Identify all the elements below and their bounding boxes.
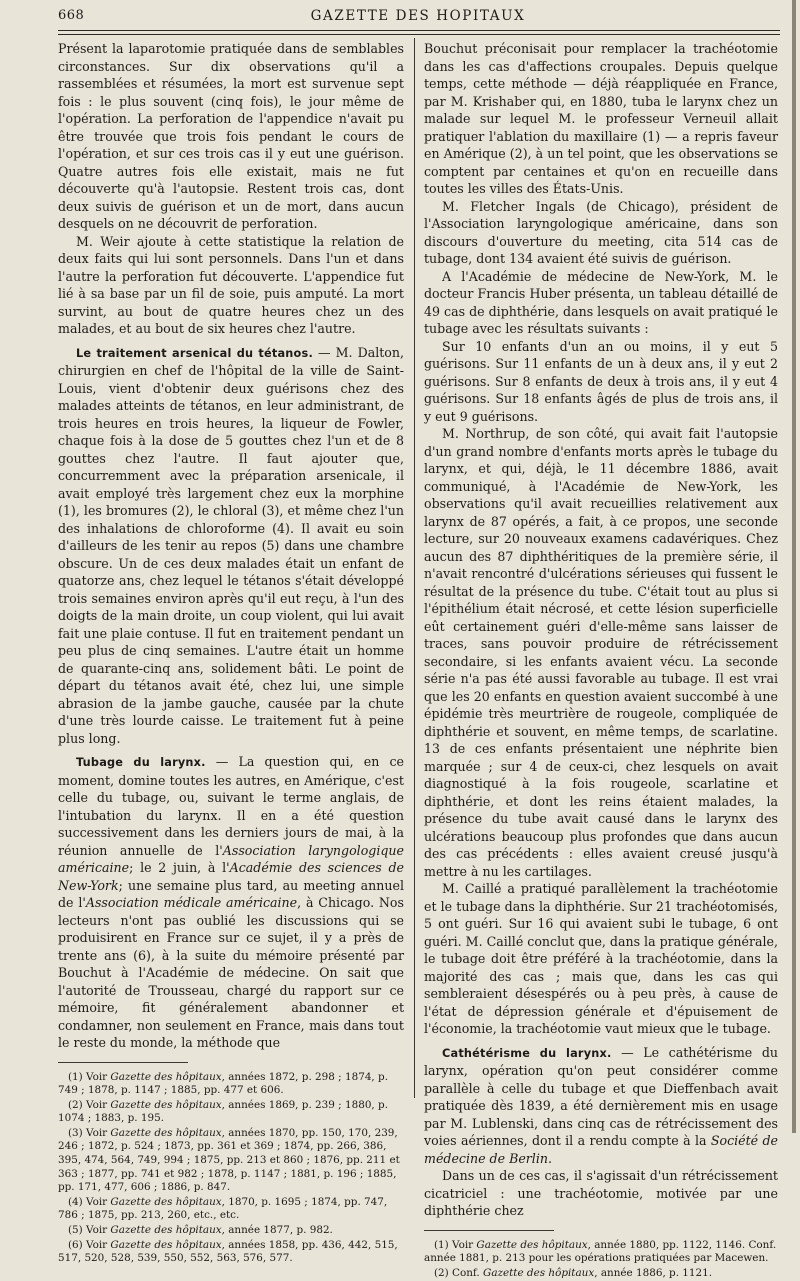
paragraph-text: ; une semaine plus tard, au meeting annuel de l' bbox=[58, 877, 404, 910]
footnote-prefix: (6) Voir bbox=[68, 1238, 111, 1251]
footnote-source: Gazette des hôpitaux bbox=[110, 1098, 222, 1111]
footnote-prefix: (2) Conf. bbox=[434, 1266, 484, 1279]
left-column bbox=[58, 40, 404, 1267]
paragraph: M. Fletcher Ingals (de Chicago), président de l'Association laryngologique américaine, dans son discours d'ouverture du meeting, cita 514 cas de tubage, dont 134 avaient été suivis de guérison. bbox=[424, 198, 778, 266]
page-edge-shadow bbox=[792, 0, 796, 1133]
footnotes-right bbox=[424, 1239, 778, 1281]
paragraph-text: — Le cathétérisme du larynx, opération qu'on peut considérer comme parallèle à celle du tubage et que Dieffenbach avait pratiquée dès 1839, a été dernièrement mis en usage par M. Lublenski, dans cinq cas de rétrécissement des voies aériennes, dont il a rendu compte à la bbox=[424, 1044, 778, 1148]
footnote-source: Gazette des hôpitaux bbox=[476, 1238, 588, 1251]
footnote-text: , années 1872, p. 298 ; 1874, p. 749 ; 1878, p. 1147 ; 1885, pp. 477 et 606. bbox=[58, 1070, 388, 1097]
paragraph-text: . bbox=[547, 1150, 552, 1166]
section-paragraph-tetanos bbox=[58, 344, 404, 748]
footnote-source: Gazette des hôpitaux bbox=[110, 1195, 222, 1208]
footnote-text: , 1870, p. 1695 ; 1874, pp. 747, 786 ; 1875, pp. 213, 260, etc., etc. bbox=[58, 1195, 388, 1222]
footnote-prefix: (3) Voir bbox=[68, 1126, 111, 1139]
paragraph-text: ; le 2 juin, à l' bbox=[129, 860, 230, 875]
footnote bbox=[424, 1267, 778, 1281]
paragraph: Dans un de ces cas, il s'agissait d'un rétrécissement cicatriciel : une trachéotomie, motivée par une diphthérie chez bbox=[424, 1168, 778, 1218]
footnote-source: Gazette des hôpitaux bbox=[110, 1126, 222, 1139]
journal-title: GAZETTE DES HOPITAUX bbox=[310, 8, 526, 24]
footnote-source: Gazette des hôpitaux bbox=[110, 1238, 222, 1251]
footnote-text: , années 1858, pp. 436, 442, 515, 517, 520, 528, 539, 550, 552, 563, 576, 577. bbox=[58, 1238, 398, 1265]
footnote-prefix: (1) Voir bbox=[68, 1070, 111, 1083]
footnote-prefix: (5) Voir bbox=[68, 1224, 111, 1237]
footnote bbox=[58, 1239, 404, 1266]
footnote-text: , année 1877, p. 982. bbox=[221, 1224, 333, 1237]
footnote bbox=[58, 1196, 404, 1223]
footnote bbox=[424, 1239, 778, 1266]
paragraph: Présent la laparotomie pratiquée dans de semblables circonstances. Sur dix observations qu'il a rassemblées et résumées, la mort est survenue sept fois : le plus souvent (cinq fois), le jour même de l'opération. La perforation de l'appendice n'avait pu être trouvée que trois fois pendant le cours de l'opération, et sur ces trois cas il y eut une guérison. Quatre autres fois elle existait, mais ne fut découverte qu'à l'autopsie. Restent trois cas, dont deux suivis de guérison et un de mort, dans aucun desquels on ne découvrit de perforation. bbox=[58, 41, 404, 231]
footnote-text: , année 1880, pp. 1122, 1146. Conf. année 1881, p. 213 pour les opérations pratiquées par Macewen. bbox=[424, 1238, 777, 1265]
footnotes-left bbox=[58, 1071, 404, 1266]
footnote bbox=[58, 1127, 404, 1195]
footnote-source: Gazette des hôpitaux bbox=[110, 1070, 222, 1083]
footnote bbox=[58, 1224, 404, 1238]
italic-ref: Association laryngologique américaine bbox=[58, 842, 405, 875]
paragraph: A l'Académie de médecine de New-York, M. le docteur Francis Huber présenta, un tableau détaillé de 49 cas de diphthérie, dans lesquels on avait pratiqué le tubage avec les résultats suivants : bbox=[424, 268, 778, 336]
right-column bbox=[424, 40, 778, 1281]
section-heading: Tubage du larynx. bbox=[76, 756, 206, 769]
paragraph-text: — La question qui, en ce moment, domine toutes les autres, en Amérique, c'est celle du tubage, ou, suivant le terme anglais, de l'intubation du larynx. Il en a été question successivement dans les derniers jours de mai, à la réunion annuelle de l' bbox=[58, 754, 404, 858]
italic-ref: Académie des sciences de New-York bbox=[58, 860, 404, 893]
paragraph: M. Weir ajoute à cette statistique la relation de deux faits qui lui sont personnels. Dans l'un et dans l'autre la perforation fut découverte. L'appendice fut lié à sa base par un fil de soie, puis amputé. La mort survint, au bout de quatre heures chez un des malades, et au bout de six heures chez l'autre. bbox=[58, 233, 404, 336]
footnote-prefix: (4) Voir bbox=[68, 1195, 111, 1208]
footnote bbox=[58, 1099, 404, 1126]
footnote-source: Gazette des hôpitaux bbox=[483, 1266, 595, 1279]
column-divider bbox=[414, 38, 415, 1098]
footnote-text: , années 1870, pp. 150, 170, 239, 246 ; 1872, p. 524 ; 1873, pp. 361 et 369 ; 1874, pp. 266, 386, 395, 474, 564, 749, 994 ; 1875, pp. 213 et 860 ; 1876, pp. 211 et 363 ; 1877, pp. 741 et 982 ; 1878, p. 1147 ; 1881, p. 196 ; 1885, pp. 171, 477, 606 ; 1886, p. 847. bbox=[58, 1126, 400, 1194]
paragraph: M. Caillé a pratiqué parallèlement la trachéotomie et le tubage dans la diphthérie. Sur 21 trachéotomisés, 5 ont guéri. Sur 16 qui avaient subi le tubage, 6 ont guéri. M. Caillé conclut que, dans la pratique générale, le tubage doit être préféré à la trachéotomie, dans la majorité des cas ; mais que, dans les cas qui sembleraient désespérés ou à peu près, à cause de l'état de dépression générale et d'épuisement de l'économie, la trachéotomie vaut mieux que le tubage. bbox=[424, 881, 778, 1036]
italic-ref: Société de médecine de Berlin bbox=[424, 1133, 778, 1166]
footnote-rule bbox=[424, 1230, 554, 1231]
paragraph: Bouchut préconisait pour remplacer la trachéotomie dans les cas d'affections croupales. Depuis quelque temps, cette méthode — déjà réappliquée en France, par M. Krishaber qui, en 1880, tuba le larynx chez un malade sur lequel M. le professeur Verneuil allait pratiquer l'ablation du maxillaire (1) — a repris faveur en Amérique (2), à un tel point, que les observations se comptent par centaines et qu'on en recueille dans toutes les villes des États-Unis. bbox=[424, 41, 778, 196]
page-header bbox=[58, 6, 778, 30]
footnote-prefix: (1) Voir bbox=[434, 1238, 477, 1251]
section-paragraph-catheterisme bbox=[424, 1044, 778, 1168]
section-paragraph-tubage bbox=[58, 753, 404, 1052]
italic-ref: Association médicale américaine bbox=[85, 895, 298, 910]
footnote-source: Gazette des hôpitaux bbox=[110, 1224, 222, 1237]
footnote bbox=[58, 1071, 404, 1098]
footnote-text: , années 1869, p. 239 ; 1880, p. 1074 ; 1883, p. 195. bbox=[58, 1098, 388, 1125]
footnote-prefix: (2) Voir bbox=[68, 1098, 111, 1111]
section-heading: Cathétérisme du larynx. bbox=[442, 1046, 612, 1060]
header-rule bbox=[58, 30, 780, 35]
paragraph: Sur 10 enfants d'un an ou moins, il y eut 5 guérisons. Sur 11 enfants de un à deux ans, il y eut 2 guérisons. Sur 8 enfants de deux à trois ans, il y eut 4 guérisons. Sur 18 enfants âgés de plus de trois ans, il y eut 9 guérisons. bbox=[424, 338, 778, 424]
paragraph: M. Northrup, de son côté, qui avait fait l'autopsie d'un grand nombre d'enfants morts après le tubage du larynx, et qui, déjà, le 11 décembre 1886, avait communiqué, à l'Académie de New-York, les observations qu'il avait recueillies relativement aux larynx de 87 opérés, a fait, à ce propos, une seconde lecture, sur 20 nouveaux examens cadavériques. Chez aucun des 87 diphthéritiques de la première série, il n'avait rencontré d'ulcérations sérieuses qui fussent le résultat de la présence du tube. C'était tout au plus si l'épithélium était nécrosé, et cette lésion superficielle eût certainement guéri d'elle-même sans laisser de traces, sans pouvoir produire de rétrécissement secondaire, si les enfants avaient vécu. La seconde série n'a pas été aussi favorable au tubage. Il est vrai que les 20 enfants en question avaient succombé à une épidémie très meurtrière de rougeole, compliquée de diphthérie et souvent, en même temps, de scarlatine. 13 de ces enfants présentaient une néphrite bien marquée ; sur 4 de ceux-ci, chez lesquels on avait diagnostiqué à la fois rougeole, scarlatine et diphthérie, et dont les reins étaient malades, la présence du tube avait causé dans le larynx des ulcérations beaucoup plus profondes que dans aucun des cas précédents : elles avaient creusé jusqu'à mettre à nu les cartilages. bbox=[424, 426, 778, 879]
footnote-rule bbox=[58, 1062, 188, 1063]
paragraph-text: — M. Dalton, chirurgien en chef de l'hôpital de la ville de Saint-Louis, vient d'obtenir deux guérisons chez des malades atteints de tétanos, en leur administrant, de trois heures en trois heures, la liqueur de Fowler, chaque fois à la dose de 5 gouttes chez l'un et de 8 gouttes chez l'autre. Il faut ajouter que, concurremment avec la préparation arsenicale, il avait employé très largement chez eux la morphine (1), les bromures (2), le chloral (3), et même chez l'un des inhalations de chloroforme (4). Il avait eu soin d'ailleurs de les tenir au repos (5) dans une chambre obscure. Un de ces deux malades était un enfant de quatorze ans, chez lequel le tétanos s'était développé trois semaines environ après qu'il eut reçu, à l'un des doigts de la main droite, un coup violent, qui lui avait fait une plaie contuse. Il fut en traitement pendant un peu plus de cinq semaines. L'autre était un homme de quarante-cinq ans, solidement bâti. Le point de départ du tétanos avait été, chez lui, une simple abrasion de la jambe gauche, causée par la chute d'une très lourde caisse. Le traitement fut à peine plus long. bbox=[58, 344, 404, 746]
paragraph-text: , à Chicago. Nos lecteurs n'ont pas oublié les discussions qui se produisirent en France sur ce sujet, il y a près de trente ans (6), à la suite du mémoire présenté par Bouchut à l'Académie de médecine. On sait que l'autorité de Trousseau, chargé du rapport sur ce mémoire, fit généralement abandonner et condamner, non seulement en France, mais dans tout le reste du monde, la méthode que bbox=[58, 895, 404, 1050]
page-number: 668 bbox=[58, 8, 85, 23]
section-heading: Le traitement arsenical du tétanos. bbox=[76, 346, 313, 360]
footnote-text: , année 1886, p. 1121. bbox=[594, 1266, 713, 1279]
